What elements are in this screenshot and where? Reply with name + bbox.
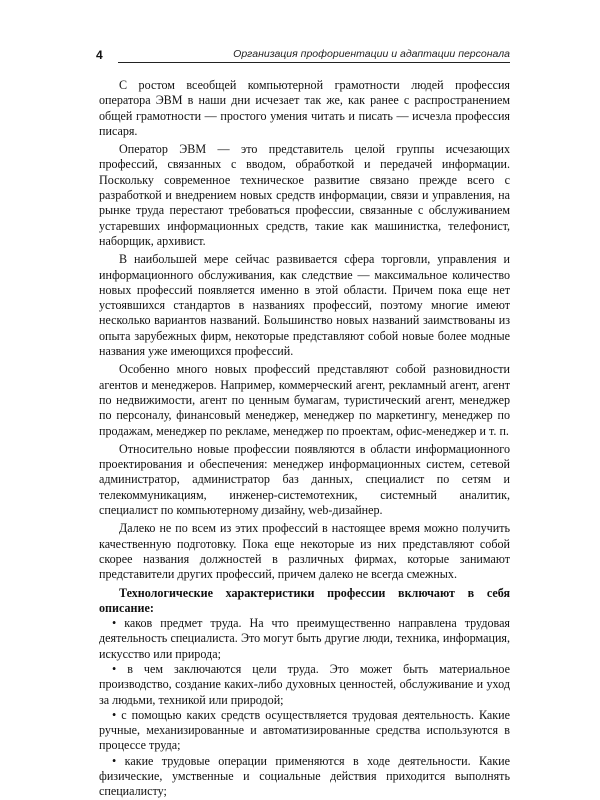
paragraph: Относительно новые профессии появляются в области информационного проектирования и обеспечения: менеджер информационных систем, сетевой администратор, администратор баз данных, специалист по сетям и телекоммуникациям, инженер-системотехник, системный аналитик, специалист по компьютерному дизайну, web-дизайнер.: [99, 441, 510, 518]
running-header: [80, 46, 510, 66]
list-item: • какие трудовые операции применяются в ходе деятельности. Какие физические, умственные и социальные действия приходится выполнять специалисту;: [99, 753, 510, 799]
list-item: • каков предмет труда. На что преимущественно направлена трудовая деятельность специалиста. Это могут быть другие люди, техника, информация, искусство или природа;: [99, 616, 510, 661]
paragraph: Оператор ЭВМ — это представитель целой группы исчезающих профессий, связанных с вводом, обработкой и передачей информации. Поскольку современное техническое развитие связано прежде всего с разработкой и внедрением новых средств информации, связи и управления, на рынке труда перестают требоваться профессии, связанные с обслуживанием устаревших информационных средств, такие как машинистка, телефонист, наборщик, архивист.: [99, 142, 510, 248]
list-item: • в чем заключаются цели труда. Это может быть материальное производство, создание каких-либо духовных ценностей, обслуживание и уход за людьми, техникой или природой;: [99, 661, 510, 707]
list-lead: Технологические характеристики профессии включают в себя описание:: [99, 585, 510, 615]
running-title: Организация профориентации и адаптации персонала: [233, 48, 510, 60]
page-number: 4: [96, 48, 103, 62]
list-item: • с помощью каких средств осуществляется трудовая деятельность. Какие ручные, механизированные и автоматизированные средства используются в процессе труда;: [99, 707, 510, 753]
paragraph: Особенно много новых профессий представляют собой разновидности агентов и менеджеров. Например, коммерческий агент, рекламный агент, агент по недвижимости, агент по ценным бумагам, туристический агент, менеджер по персоналу, финансовый менеджер, менеджер по маркетингу, менеджер по продажам, менеджер по рекламе, менеджер по проектам, офис-менеджер и т. п.: [99, 362, 510, 438]
paragraph: С ростом всеобщей компьютерной грамотности людей профессия оператора ЭВМ в наши дни исчезает так же, как ранее с распространением общей грамотности — простого умения читать и писать — исчезла профессия писаря.: [99, 78, 510, 138]
header-rule: [118, 62, 510, 63]
body-text: [99, 78, 510, 800]
paragraph: Далеко не по всем из этих профессий в настоящее время можно получить качественную подготовку. Пока еще некоторые из них представляют собой скорее названия должностей в различных фирмах, которые занимают представители других профессий, причем далеко не всегда смежных.: [99, 521, 510, 582]
paragraph: В наибольшей мере сейчас развивается сфера торговли, управления и информационного обслуживания, как следствие — максимальное количество новых профессий появляется именно в этой области. Причем пока еще нет устоявшихся стандартов в названиях профессий, поэтому многие имеют несколько вариантов названий. Большинство новых названий заимствованы из опыта зарубежных фирм, некоторые представляют собой новые более модные названия уже имеющихся профессий.: [99, 252, 510, 359]
